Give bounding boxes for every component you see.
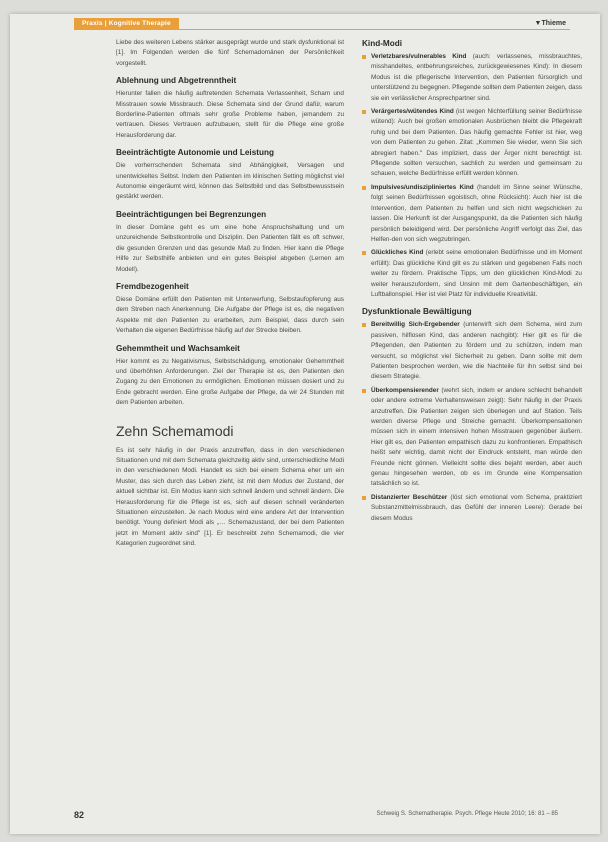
bullet-icon — [362, 323, 366, 327]
left-column — [116, 38, 344, 556]
paragraph-autonomie: Die vorherrschenden Schemata sind Abhängigkeit, Versagen und unentwickeltes Selbst. Indem den Patienten im klinischen Setting möglichst viel Autonomie eingeräumt wird, können das Selbstbild und das Selbstbewusstsein gestärkt werden. — [116, 162, 344, 201]
paragraph-grenzen: In dieser Domäne geht es um eine hohe Anspruchshaltung und um unzureichende Selbstkontrolle und Disziplin. Den Patienten fällt es oft schwer, die gesunden Grenzen und das gesunde Maß zu finden. Hier kann die Pflege Hilfe zur Selbsthilfe anbieten und ein gutes Beispiel abgeben (Lernen am Modell). — [116, 223, 344, 273]
paragraph-ablehnung: Hierunter fallen die häufig auftretenden Schemata Verlassenheit, Scham und Misstrauen sowie Missbrauch. Diese Schemata sind der Grund dafür, warum Borderline-Patienten oftmals sehr große Probleme haben, jemandem zu vertrauen. Dieses Vertrauen aufzubauen, stellt für die Pflege eine große Herausforderung dar. — [116, 90, 344, 139]
paragraph-schemamodi: Es ist sehr häufig in der Praxis anzutreffen, dass in den verschiedenen Situationen und mit dem Schemata gleichzeitig aktiv sind, unterschiedliche Modi in den verschiedenen Modi. Handelt es sich bei einem Schema eher um ein Muster, das sich durch das Leben zieht, ist mit dem Modus der Zustand, der aktuell sichtbar ist. Ein Modus kann sich schnell ändern und schnell ändern. Die Herausforderung für die Pflege ist es, sich auf diesen schnell veränderten Situationen einzustellen. Je nach Modus wird eine andere Art der Intervention benötigt. Young definiert Modi als „… Schemazustand, der bei dem Patienten jetzt im Moment aktiv sind" [1]. Er beschreibt zehn Schemamodi, die vier Kategorien zugeordnet sind. — [116, 446, 344, 548]
kind-modi-list — [362, 52, 582, 300]
thieme-logo-icon: ▼ — [534, 20, 542, 27]
document-page — [10, 14, 600, 834]
page-header — [10, 14, 600, 30]
heading-autonomie: Beeinträchtigte Autonomie und Leistung — [116, 148, 274, 158]
heading-ablehnung: Ablehnung und Abgetrenntheit — [116, 76, 237, 86]
list-item: Verletzbares/vulnerables Kind (auch: verlassenes, missbrauchtes, misshandeltes, entbehrungsreiches, zurückgewiesenes Kind): In diesem Modus ist die pflegerische Intervention, den Patienten fürsorglich und unterstützend zu begegnen. Pflegende sollten dem Patienten zeigen, dass sie ein verlässlicher Ansprechpartner sind. — [362, 52, 582, 104]
paragraph-wachsamkeit: Hier kommt es zu Negativismus, Selbstschädigung, emotionaler Gehemmtheit und überhöhten Anforderungen. Ziel der Therapie ist es, den Patienten den Zugang zu den Emotionen zu ermöglichen. Emotionen müssen dosiert und zu Ende gebracht werden. Eine große Aufgabe der Pflege, da wir 24 Stunden mit dem Patienten arbeiten. — [116, 357, 344, 407]
bullet-icon — [362, 389, 366, 393]
heading-grenzen: Beeinträchtigungen bei Begrenzungen — [116, 209, 267, 219]
heading-fremdbezogenheit: Fremdbezogenheit — [116, 281, 189, 291]
heading-wachsamkeit: Gehemmtheit und Wachsamkeit — [116, 343, 240, 353]
heading-dysfunktionale-bewaeltigung: Dysfunktionale Bewältigung — [362, 307, 472, 317]
bullet-icon — [362, 496, 366, 500]
list-item: Impulsives/undiszipliniertes Kind (handelt im Sinne seiner Wünsche, folgt seinen Bedürfnissen egoistisch, ohne Rücksicht): Auch hier ist die Intervention, dem Patienten zu helfen und sich nicht wegschicken zu lassen. Die Herkunft ist der Ausgangspunkt, da die Patienten sich häufig persönlich beleidigend wird. Der persönliche Angriff verfolgt das Ziel, das Helfen-den von sich wegzubringen. — [362, 183, 582, 245]
header-divider — [74, 29, 570, 30]
list-item: Distanzierter Beschützer (löst sich emotional vom Schema, praktiziert Substanzmittelmissbrauch, das Gefühl der inneren Leere): Gerade bei diesem Modus — [362, 493, 582, 524]
section-label: Praxis | Kognitive Therapie — [74, 18, 179, 30]
list-item: Überkompensierender (wehrt sich, indem er andere schlecht behandelt oder andere extreme Verhaltensweisen zeigt): Sehr häufig in der Praxis anzutreffen. Die Patienten zeigen sich überlegen und auf Station. Teils werden diverse Pflege und Streiche gemacht. Überkompensationen müssen sich in einem intensiven hohen Misstrauen gegenüber äußern. Hier gilt es, den Patienten empathisch dazu zu konfrontieren. Empathisch heißt sehr wichtig, damit nicht der Eindruck entsteht, man würde den Freunde nicht gönnen. Vielleicht sollte dies bejaht werden, aber auch genau hingesehen werden, ob es im Grunde eine Kompensation tatsächlich so ist. — [362, 386, 582, 490]
list-item: Verärgertes/wütendes Kind (ist wegen Nichterfüllung seiner Bedürfnisse wütend): Auch bei großen emotionalen Ausbrüchen bleibt die Pflegekraft ruhig und bei dem Patienten. Das häufig gemachte Fehler ist hier, weg von dem Patienten zu gehen. Zitat: „Kommen Sie wieder, wenn Sie sich abregiert haben." Das impliziert, dass der Ärger nicht berechtigt ist. Pflegende sollten versuchen, sachlich zu werden und gemeinsam zu schauen, welche Bedürfnisse erfüllt werden können. — [362, 107, 582, 180]
bullet-icon — [362, 110, 366, 114]
bullet-icon — [362, 186, 366, 190]
heading-schemamodi: Zehn Schemamodi — [116, 422, 234, 439]
intro-paragraph: Liebe des weiteren Lebens stärker ausgeprägt wurde und stark dysfunktional ist [1]. Im Folgenden werden die fünf Schemadomänen der Persönlichkeit vorgestellt. — [116, 39, 344, 67]
list-item: Bereitwillig Sich-Ergebender (unterwirft sich dem Schema, wird zum passiven, hilflosen Kind, das anderen nachgibt): Hier gilt es für die Pflegenden, den Patienten zu fördern und zu schützen, indem man versucht, so möglichst viel Sicherheit zu geben. Dann sollte mit dem Patienten besprochen werden, wie die Nachteile für ihn selbst sind bei diesem Strategie. — [362, 320, 582, 382]
right-column — [362, 38, 582, 530]
heading-kind-modi: Kind-Modi — [362, 39, 403, 48]
dysfunktional-list — [362, 320, 582, 524]
list-item: Glückliches Kind (erlebt seine emotionalen Bedürfnisse und im Moment erfüllt): Das glückliche Kind gilt es zu stärken und gegebenen Falls noch weiter zu fördern. Praktische Tipps, um den glücklichen Kind-Modi zu weiter herauszufordern, sind Unsinn mit dem Gartenbeschäftigen, ein Luftballonspiel. Hier ist viel Platz für individuelle Kreativität. — [362, 248, 582, 300]
bullet-icon — [362, 55, 366, 59]
publisher-label: ▼Thieme — [534, 20, 566, 27]
bullet-icon — [362, 251, 366, 255]
citation: Schweig S. Schematherapie. Psych. Pflege Heute 2010; 16: 81 – 85 — [376, 811, 558, 817]
page-number: 82 — [74, 810, 85, 820]
paragraph-fremdbezogenheit: Diese Domäne erfüllt den Patienten mit Unterwerfung, Selbstaufopferung aus dem Streben nach Anerkennung. Die Aufgabe der Pflege ist es, die negativen Aspekte mit den Patienten zu erarbeiten, zum Beispiel, dass durch sein Verhalten die eigenen Bedürfnisse häufig auf der Strecke bleiben. — [116, 295, 344, 335]
